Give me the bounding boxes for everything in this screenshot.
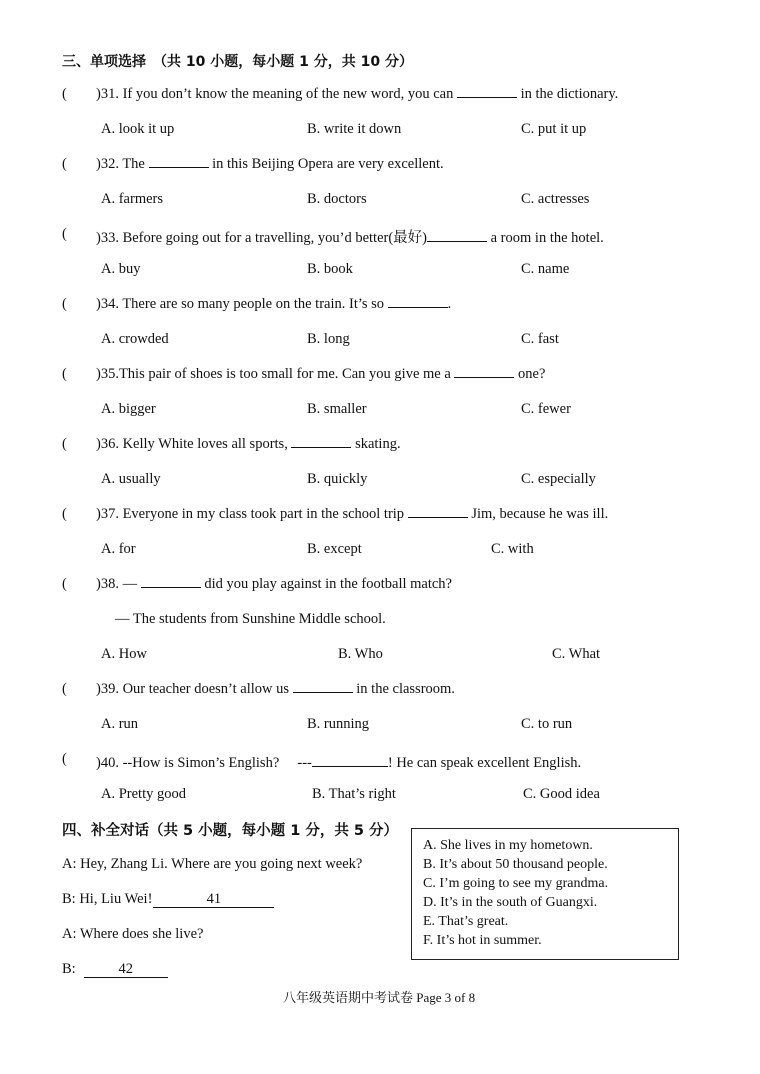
q37-option-c: C. with	[491, 541, 534, 557]
q38-answer-line: — The students from Sunshine Middle school.	[115, 611, 386, 627]
q35-option-b: B. smaller	[307, 401, 367, 417]
q32-option-a: A. farmers	[101, 191, 164, 207]
q40-paren: (	[62, 751, 67, 767]
q36-option-c: C. especially	[521, 471, 596, 487]
section-3-title: 三、单项选择 （共 10 小题，每小题 1 分，共 10 分）	[62, 54, 413, 70]
q39-stem: )39. Our teacher doesn’t allow us in the classroom.	[96, 681, 455, 697]
q35-paren: (	[62, 366, 67, 382]
q38-option-b: B. Who	[338, 646, 383, 662]
q33-option-c: C. name	[521, 261, 570, 277]
dialogue-line-1: A: Hey, Zhang Li. Where are you going next week?	[62, 856, 363, 872]
q34-option-a: A. crowded	[101, 331, 169, 347]
q39-paren: (	[62, 681, 67, 697]
q32-paren: (	[62, 156, 67, 172]
q34-option-b: B. long	[307, 331, 350, 347]
q31-option-c: C. put it up	[521, 121, 587, 137]
q33-paren: (	[62, 226, 67, 242]
blank-42: 42	[84, 962, 168, 978]
box-option-b: B. It’s about 50 thousand people.	[423, 857, 608, 872]
q40-option-b: B. That’s right	[312, 786, 396, 802]
q34-blank	[388, 306, 448, 308]
dialogue-options-box	[411, 828, 679, 960]
q33-blank	[427, 240, 487, 242]
q40-stem: )40. --How is Simon’s English? --- ! He can speak excellent English.	[96, 755, 582, 771]
q33-option-a: A. buy	[101, 261, 141, 277]
q32-blank	[149, 166, 209, 168]
q32-option-c: C. actresses	[521, 191, 590, 207]
q34-option-c: C. fast	[521, 331, 559, 347]
q38-option-a: A. How	[101, 646, 147, 662]
q32-option-b: B. doctors	[307, 191, 367, 207]
q39-option-c: C. to run	[521, 716, 573, 732]
q38-paren: (	[62, 576, 67, 592]
q36-stem: )36. Kelly White loves all sports, skating.	[96, 436, 401, 452]
q31-blank	[457, 96, 517, 98]
q31-option-b: B. write it down	[307, 121, 402, 137]
q34-paren: (	[62, 296, 67, 312]
q38-blank	[141, 586, 201, 588]
q37-paren: (	[62, 506, 67, 522]
q39-blank	[293, 691, 353, 693]
dialogue-line-2: B: Hi, Liu Wei! 41	[62, 891, 274, 908]
q38-option-c: C. What	[552, 646, 601, 662]
q37-option-b: B. except	[307, 541, 362, 557]
q38-stem: )38. — did you play against in the football match?	[96, 576, 452, 592]
dialogue-line-4: B: 42	[62, 961, 168, 978]
q36-option-b: B. quickly	[307, 471, 368, 487]
section-4-title: 四、补全对话（共 5 小题，每小题 1 分，共 5 分）	[62, 823, 399, 839]
q35-stem: )35.This pair of shoes is too small for me. Can you give me a one?	[96, 366, 546, 382]
q40-option-c: C. Good idea	[523, 786, 600, 802]
q35-option-c: C. fewer	[521, 401, 571, 417]
q39-option-a: A. run	[101, 716, 139, 732]
q39-option-b: B. running	[307, 716, 370, 732]
q37-option-a: A. for	[101, 541, 136, 557]
q35-option-a: A. bigger	[101, 401, 156, 417]
q36-paren: (	[62, 436, 67, 452]
q33-stem: )33. Before going out for a travelling, you’d better(最好) a room in the hotel.	[96, 230, 604, 246]
q37-stem: )37. Everyone in my class took part in the school trip Jim, because he was ill.	[96, 506, 609, 522]
box-option-a: A. She lives in my hometown.	[423, 838, 593, 853]
box-option-c: C. I’m going to see my grandma.	[423, 876, 609, 891]
box-option-e: E. That’s great.	[423, 914, 509, 929]
q40-option-a: A. Pretty good	[101, 786, 186, 802]
q31-option-a: A. look it up	[101, 121, 175, 137]
q31-paren: (	[62, 86, 67, 102]
box-option-f: F. It’s hot in summer.	[423, 933, 542, 948]
q34-stem: )34. There are so many people on the train. It’s so .	[96, 296, 452, 312]
q31-stem: )31. If you don’t know the meaning of the new word, you can in the dictionary.	[96, 86, 619, 102]
q32-stem: )32. The in this Beijing Opera are very excellent.	[96, 156, 444, 172]
blank-41: 41	[153, 892, 274, 908]
box-option-d: D. It’s in the south of Guangxi.	[423, 895, 598, 910]
q37-blank	[408, 516, 468, 518]
q36-option-a: A. usually	[101, 471, 161, 487]
page-footer: 八年级英语期中考试卷 Page 3 of 8	[283, 990, 476, 1005]
q40-blank	[312, 765, 388, 767]
dialogue-line-3: A: Where does she live?	[62, 926, 204, 942]
q33-option-b: B. book	[307, 261, 353, 277]
q36-blank	[291, 446, 351, 448]
q35-blank	[454, 376, 514, 378]
